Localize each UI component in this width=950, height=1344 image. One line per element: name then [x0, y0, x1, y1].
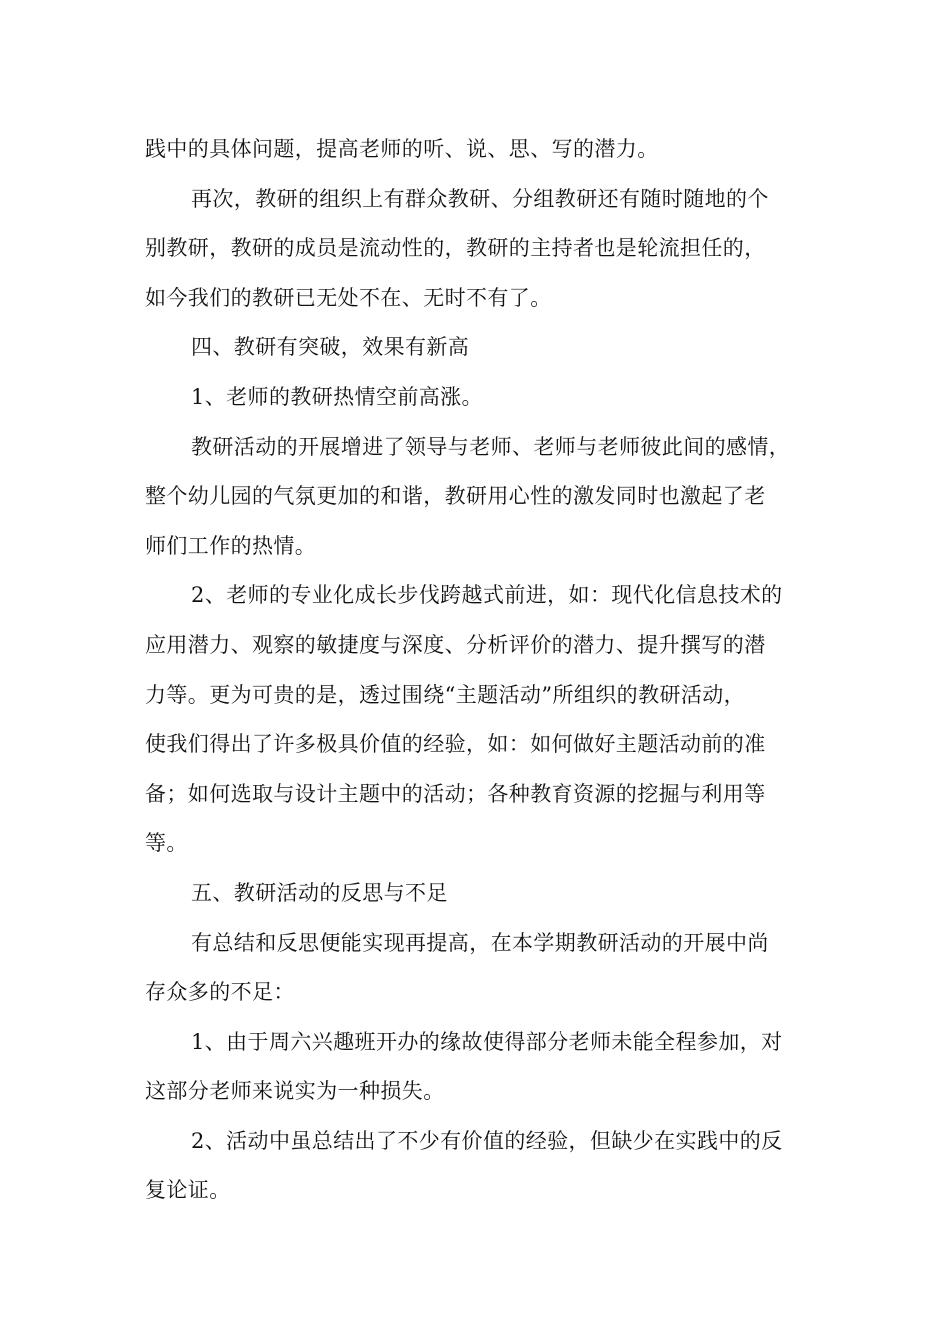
text-line: 如今我们的教研已无处不在、无时不有了。 [145, 285, 552, 310]
text-line: 教研活动的开展增进了领导与老师、老师与老师彼此间的感情， [191, 434, 791, 459]
text-line: 践中的具体问题，提高老师的听、说、思、写的潜力。 [145, 137, 659, 161]
numbered-item: 2、活动中虽总结出了不少有价值的经验，但缺少在实践中的反 [191, 1128, 783, 1153]
numbered-item: 1、老师的教研热情空前高涨。 [191, 384, 483, 409]
text-line: 应用潜力、观察的敏捷度与深度、分析评价的潜力、提升撰写的潜 [145, 632, 766, 657]
text-line: 复论证。 [145, 1178, 231, 1203]
numbered-item: 1、由于周六兴趣班开办的缘故使得部分老师未能全程参加，对 [191, 1029, 783, 1054]
document-body [145, 131, 815, 1222]
text-line: 别教研，教研的成员是流动性的，教研的主持者也是轮流担任的， [145, 236, 766, 261]
numbered-item: 2、老师的专业化成长步伐跨越式前进，如：现代化信息技术的 [191, 583, 783, 608]
section-heading: 五、教研活动的反思与不足 [191, 880, 448, 905]
text-line: 这部分老师来说实为一种损失。 [145, 1079, 445, 1104]
text-line: 等。 [145, 831, 188, 856]
section-heading: 四、教研有突破，效果有新高 [191, 335, 470, 360]
text-line: 使我们得出了许多极具价值的经验，如：如何做好主题活动前的准 [145, 732, 766, 757]
text-line: 存众多的不足： [145, 980, 295, 1005]
text-line: 整个幼儿园的气氛更加的和谐，教研用心性的激发同时也激起了老 [145, 484, 766, 509]
text-line: 备；如何选取与设计主题中的活动；各种教育资源的挖掘与利用等 [145, 781, 766, 806]
text-line: 有总结和反思便能实现再提高，在本学期教研活动的开展中尚 [191, 930, 769, 955]
text-line: 再次，教研的组织上有群众教研、分组教研还有随时随地的个 [191, 186, 769, 211]
text-line: 师们工作的热情。 [145, 533, 317, 558]
text-line: 力等。更为可贵的是，透过围绕“主题活动”所组织的教研活动， [145, 682, 746, 707]
